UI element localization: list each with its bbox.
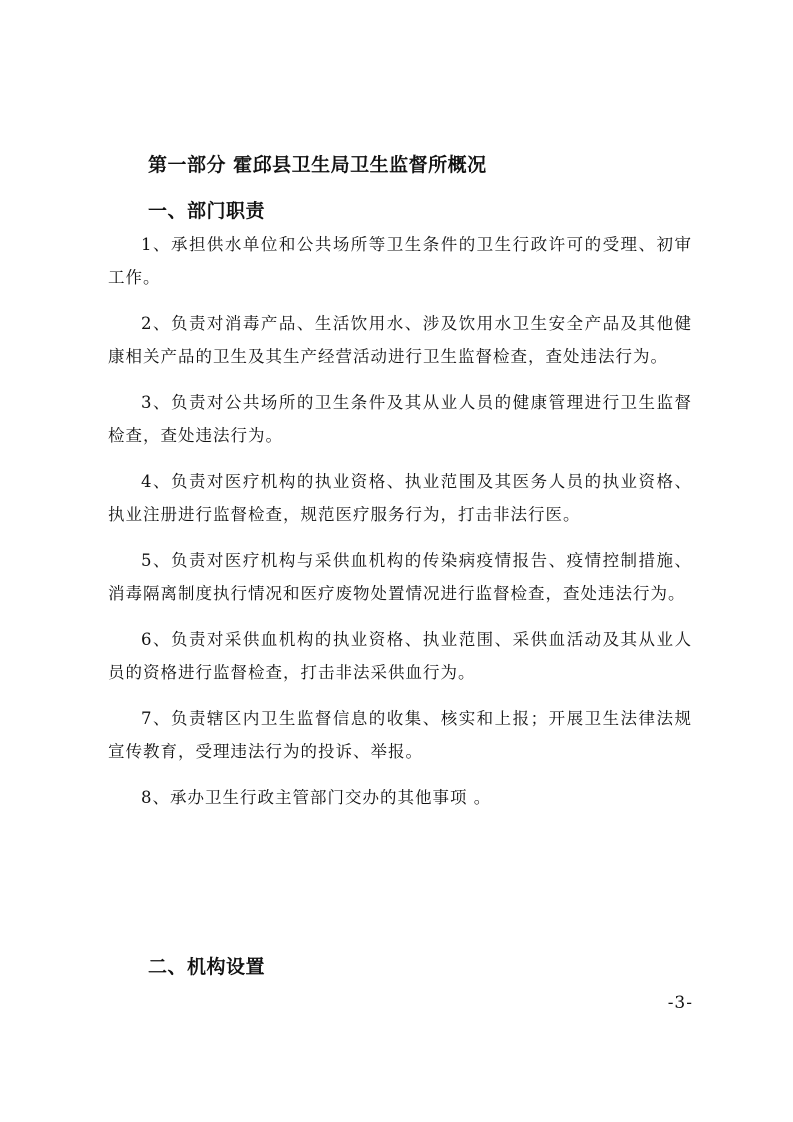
section-title-organization: 二、机构设置 — [148, 956, 266, 978]
section-title-department-duties: 一、部门职责 — [148, 200, 266, 222]
duties-list — [108, 228, 692, 827]
part-title: 第一部分 霍邱县卫生局卫生监督所概况 — [148, 154, 487, 176]
duty-item: 4、负责对医疗机构的执业资格、执业范围及其医务人员的执业资格、执业注册进行监督检查，规范医疗服务行为，打击非法行医。 — [108, 472, 692, 524]
duty-item: 1、承担供水单位和公共场所等卫生条件的卫生行政许可的受理、初审工作。 — [108, 235, 692, 287]
duty-item: 2、负责对消毒产品、生活饮用水、涉及饮用水卫生安全产品及其他健康相关产品的卫生及其生产经营活动进行卫生监督检查，查处违法行为。 — [108, 314, 692, 366]
duty-item: 7、负责辖区内卫生监督信息的收集、核实和上报；开展卫生法律法规宣传教育，受理违法行为的投诉、举报。 — [108, 709, 692, 761]
duty-item: 5、负责对医疗机构与采供血机构的传染病疫情报告、疫情控制措施、消毒隔离制度执行情况和医疗废物处置情况进行监督检查，查处违法行为。 — [108, 551, 692, 603]
duty-item: 8、承办卫生行政主管部门交办的其他事项 。 — [141, 788, 492, 807]
duty-item: 6、负责对采供血机构的执业资格、执业范围、采供血活动及其从业人员的资格进行监督检查，打击非法采供血行为。 — [108, 630, 692, 682]
duty-item: 3、负责对公共场所的卫生条件及其从业人员的健康管理进行卫生监督检查，查处违法行为。 — [108, 393, 692, 445]
page-number: -3- — [667, 993, 693, 1013]
